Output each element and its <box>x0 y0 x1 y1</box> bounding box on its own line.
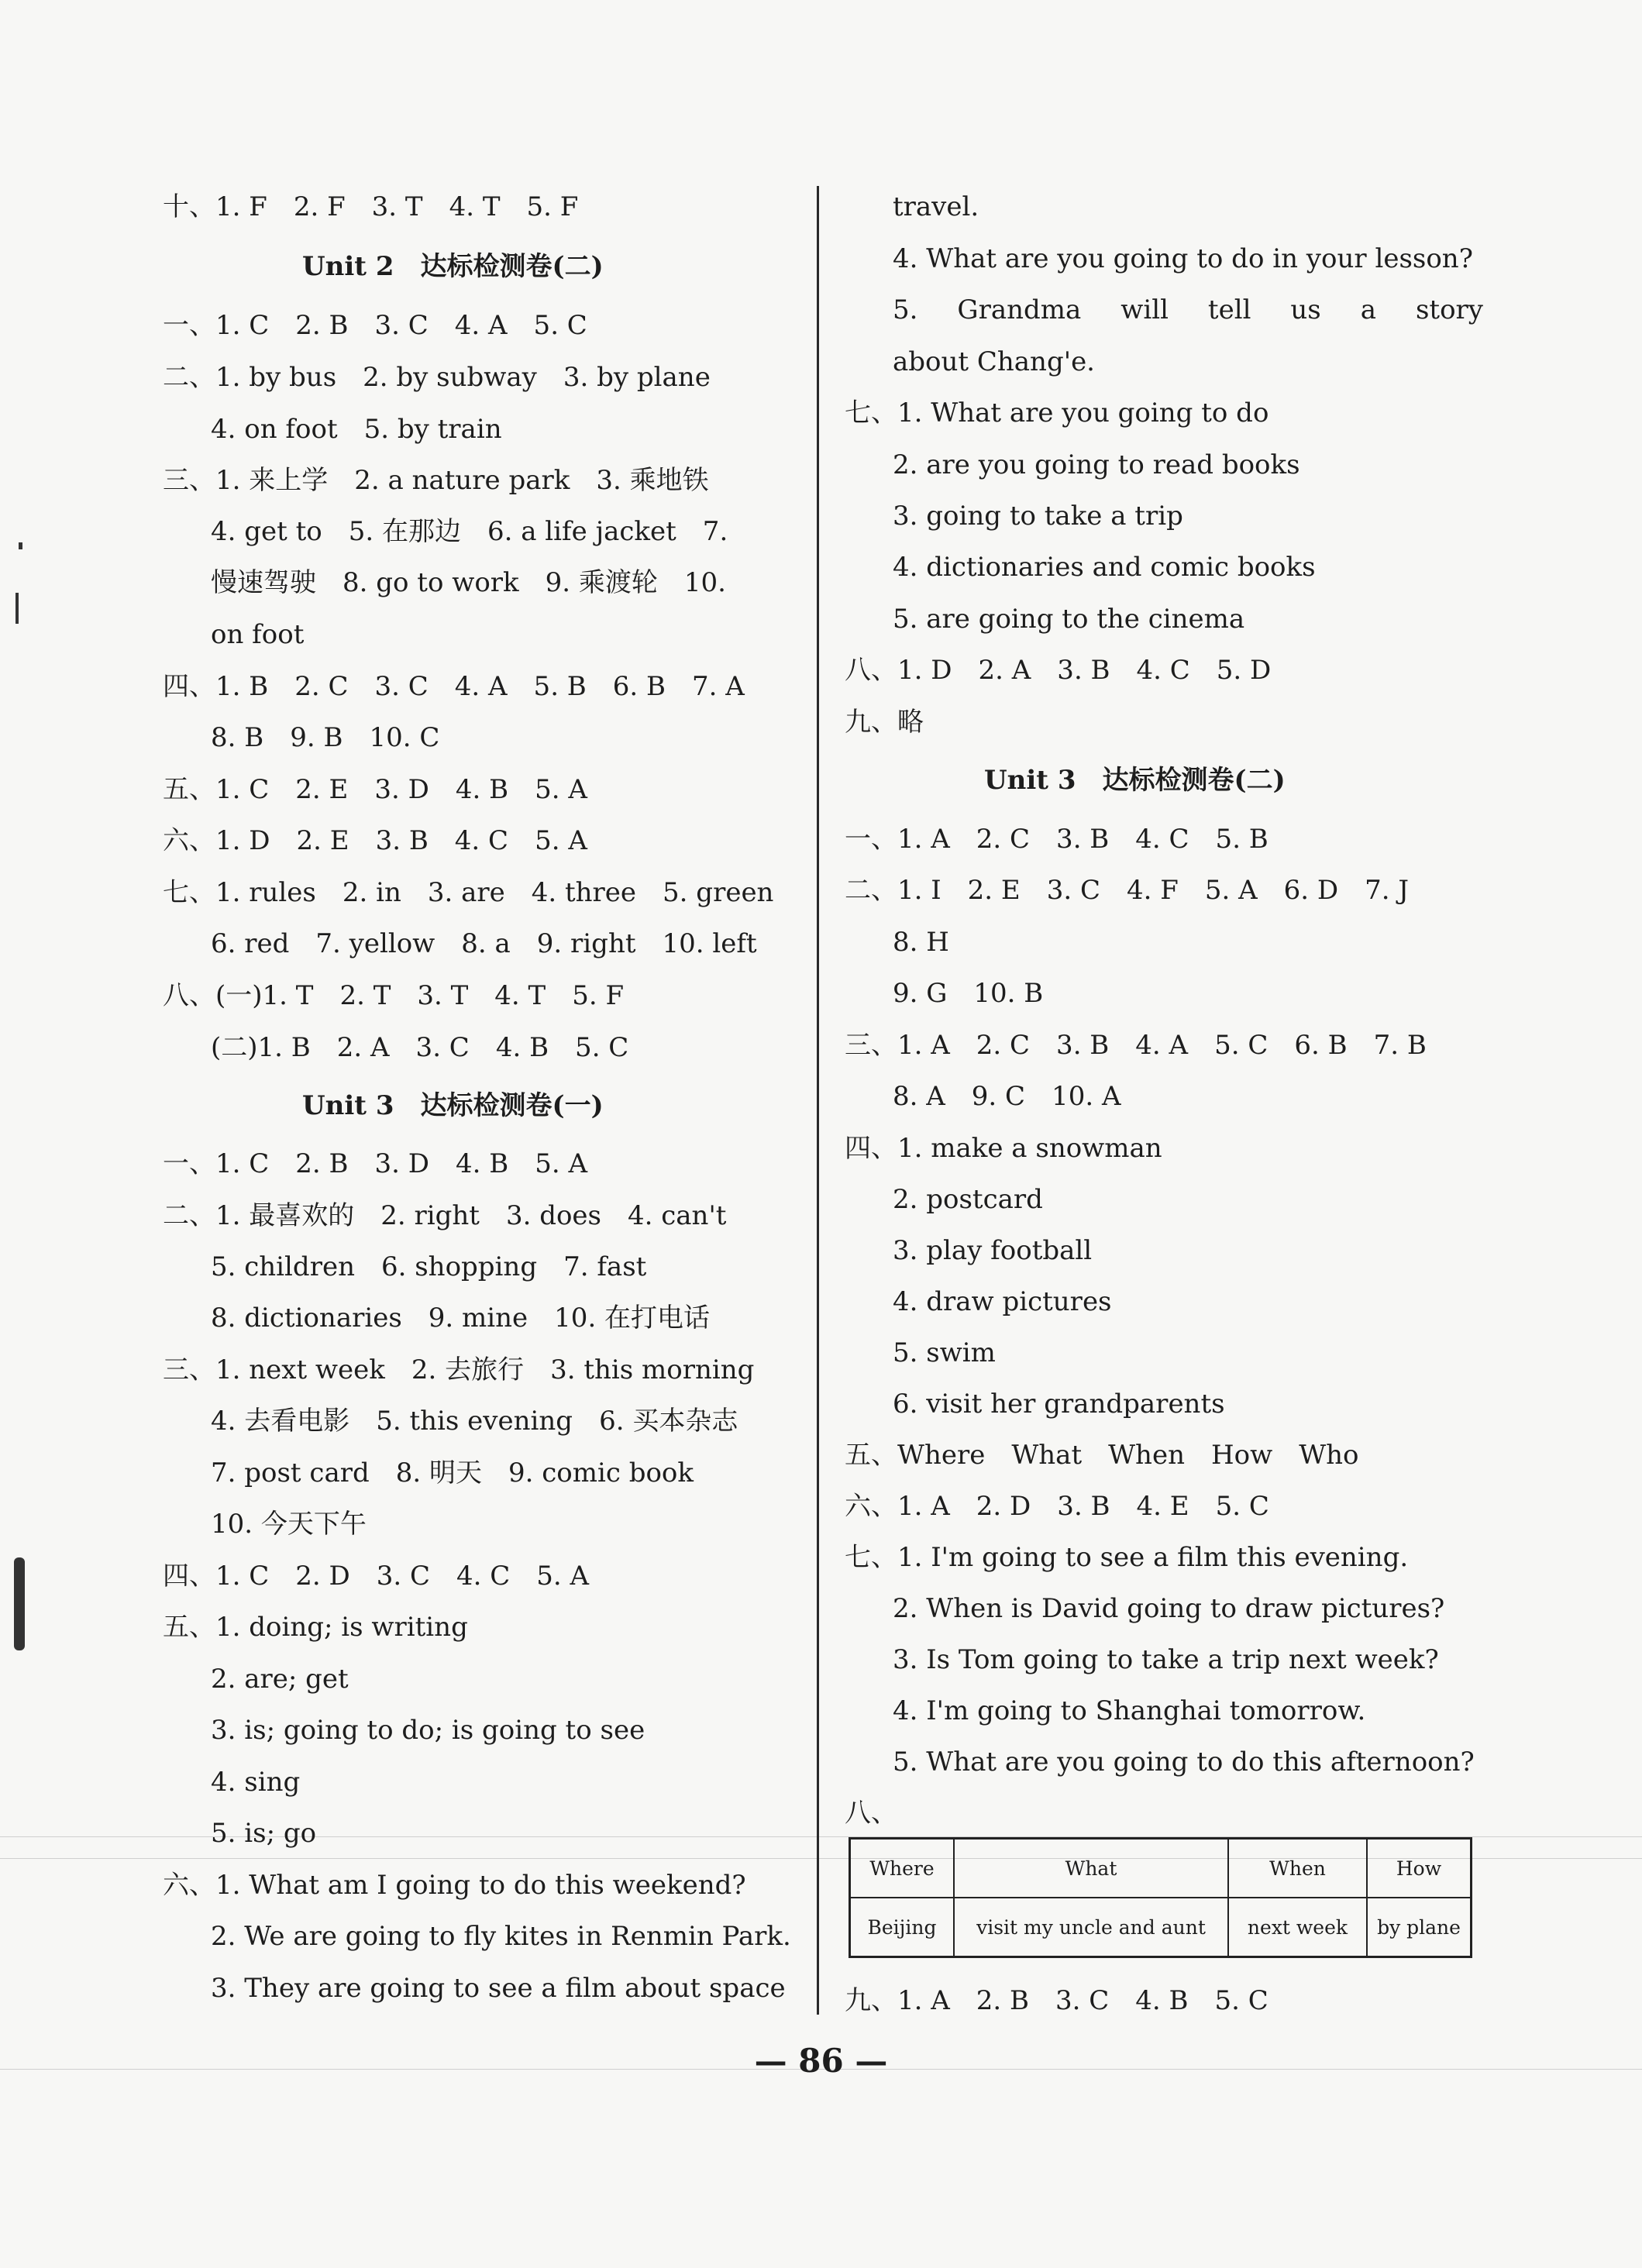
column-divider <box>817 186 819 2015</box>
answer-line: 4. sing <box>211 1767 301 1798</box>
scan-smudge <box>14 1557 25 1650</box>
answer-line: 5. swim <box>893 1337 996 1368</box>
section-heading: Unit 2 达标检测卷(二) <box>302 251 604 282</box>
answer-line: 七、1. I'm going to see a film this evening. <box>845 1542 1409 1573</box>
answer-line: 2. postcard <box>893 1184 1043 1215</box>
answer-line: 9. G 10. B <box>893 978 1044 1009</box>
answer-line: 六、1. What am I going to do this weekend? <box>163 1870 746 1901</box>
answer-line: 八、1. D 2. A 3. B 4. C 5. D <box>845 655 1272 686</box>
answer-line: 4. on foot 5. by train <box>211 414 502 445</box>
answer-line: 慢速驾驶 8. go to work 9. 乘渡轮 10. <box>211 567 726 598</box>
answer-line: 5. are going to the cinema <box>893 604 1245 635</box>
answer-line: 4. I'm going to Shanghai tomorrow. <box>893 1695 1366 1726</box>
scan-dot <box>15 593 19 624</box>
answer-line: 一、1. A 2. C 3. B 4. C 5. B <box>845 824 1269 855</box>
answer-line: 一、1. C 2. B 3. D 4. B 5. A <box>163 1148 588 1179</box>
section-heading: Unit 3 达标检测卷(一) <box>302 1090 604 1121</box>
word: Grandma <box>957 294 1082 325</box>
answer-line: 三、1. A 2. C 3. B 4. A 5. C 6. B 7. B <box>845 1030 1427 1061</box>
word: 5. <box>893 294 918 325</box>
answer-line: 2. are you going to read books <box>893 449 1300 480</box>
answer-line: 3. play football <box>893 1235 1093 1266</box>
answer-line: 二、1. I 2. E 3. C 4. F 5. A 6. D 7. J <box>845 875 1410 906</box>
answer-line: about Chang'e. <box>893 346 1095 377</box>
answer-line: 4. get to 5. 在那边 6. a life jacket 7. <box>211 516 728 547</box>
answer-line: 一、1. C 2. B 3. C 4. A 5. C <box>163 310 587 341</box>
table-cell: Beijing <box>850 1898 955 1957</box>
table-header-cell: What <box>954 1839 1228 1898</box>
answer-line: 三、1. 来上学 2. a nature park 3. 乘地铁 <box>163 465 709 496</box>
answer-line: 5. children 6. shopping 7. fast <box>211 1251 647 1282</box>
answer-line: 二、1. 最喜欢的 2. right 3. does 4. can't <box>163 1200 727 1231</box>
table-header-cell: When <box>1228 1839 1367 1898</box>
answer-line: 四、1. make a snowman <box>845 1133 1162 1164</box>
scan-dot <box>19 542 22 549</box>
answer-line: 七、1. rules 2. in 3. are 4. three 5. green <box>163 877 774 908</box>
answer-line: travel. <box>893 191 979 222</box>
answer-line: 五、1. C 2. E 3. D 4. B 5. A <box>163 774 587 805</box>
answer-line: 九、略 <box>845 707 924 738</box>
answer-line: 4. 去看电影 5. this evening 6. 买本杂志 <box>211 1406 738 1437</box>
answer-line <box>893 293 1483 327</box>
table-cell: by plane <box>1367 1898 1472 1957</box>
answer-line: (二)1. B 2. A 3. C 4. B 5. C <box>211 1032 629 1063</box>
answer-line: 五、Where What When How Who <box>845 1440 1359 1471</box>
answer-line: 3. They are going to see a film about space <box>211 1973 786 2004</box>
answer-line: 8. H <box>893 927 949 958</box>
word: story <box>1415 294 1483 325</box>
table-cell: next week <box>1228 1898 1367 1957</box>
answer-line: 4. What are you going to do in your lesson? <box>893 243 1473 274</box>
answer-line: 二、1. by bus 2. by subway 3. by plane <box>163 362 711 393</box>
answer-line: 六、1. A 2. D 3. B 4. E 5. C <box>845 1491 1269 1522</box>
answer-line: 五、1. doing; is writing <box>163 1612 468 1643</box>
answer-line: 2. are; get <box>211 1664 349 1695</box>
answer-line: 七、1. What are you going to do <box>845 398 1269 428</box>
table-header-cell: How <box>1367 1839 1472 1898</box>
table-cell: visit my uncle and aunt <box>954 1898 1228 1957</box>
answer-line: 5. What are you going to do this afternoon? <box>893 1747 1475 1778</box>
page-number: — 86 — <box>754 2042 888 2080</box>
answer-line: 3. is; going to do; is going to see <box>211 1715 645 1746</box>
answer-line: 四、1. C 2. D 3. C 4. C 5. A <box>163 1561 590 1592</box>
answer-line: 8. B 9. B 10. C <box>211 722 440 753</box>
answer-line: 六、1. D 2. E 3. B 4. C 5. A <box>163 825 587 856</box>
answer-line: 8. A 9. C 10. A <box>893 1081 1121 1112</box>
answer-line: 八、 <box>845 1798 897 1829</box>
answer-line: 6. visit her grandparents <box>893 1389 1225 1420</box>
answer-line: 三、1. next week 2. 去旅行 3. this morning <box>163 1354 755 1385</box>
answer-line: 8. dictionaries 9. mine 10. 在打电话 <box>211 1303 711 1334</box>
answer-line: 十、1. F 2. F 3. T 4. T 5. F <box>163 191 579 222</box>
answer-line: 2. We are going to fly kites in Renmin Park. <box>211 1921 791 1952</box>
answer-line: 3. going to take a trip <box>893 501 1183 532</box>
answer-line: 7. post card 8. 明天 9. comic book <box>211 1458 694 1488</box>
answer-line: 3. Is Tom going to take a trip next week? <box>893 1644 1439 1675</box>
answer-line: 6. red 7. yellow 8. a 9. right 10. left <box>211 928 757 959</box>
answer-line: 四、1. B 2. C 3. C 4. A 5. B 6. B 7. A <box>163 671 745 702</box>
answer-line: 2. When is David going to draw pictures? <box>893 1593 1445 1624</box>
answer-line: 4. dictionaries and comic books <box>893 552 1316 583</box>
table-header-cell: Where <box>850 1839 955 1898</box>
word: a <box>1360 294 1376 325</box>
answer-line: 10. 今天下午 <box>211 1509 367 1540</box>
answer-line: 八、(一)1. T 2. T 3. T 4. T 5. F <box>163 980 625 1011</box>
word: tell <box>1207 294 1251 325</box>
answer-line: on foot <box>211 619 305 650</box>
answer-line: 4. draw pictures <box>893 1286 1112 1317</box>
answer-line: 5. is; go <box>211 1818 317 1849</box>
word: will <box>1120 294 1169 325</box>
word: us <box>1290 294 1321 325</box>
answer-table <box>849 1837 1472 1958</box>
table-header-row <box>850 1839 1472 1898</box>
section-heading: Unit 3 达标检测卷(二) <box>984 765 1286 796</box>
answer-line: 九、1. A 2. B 3. C 4. B 5. C <box>845 1985 1269 2016</box>
table-row <box>850 1898 1472 1957</box>
